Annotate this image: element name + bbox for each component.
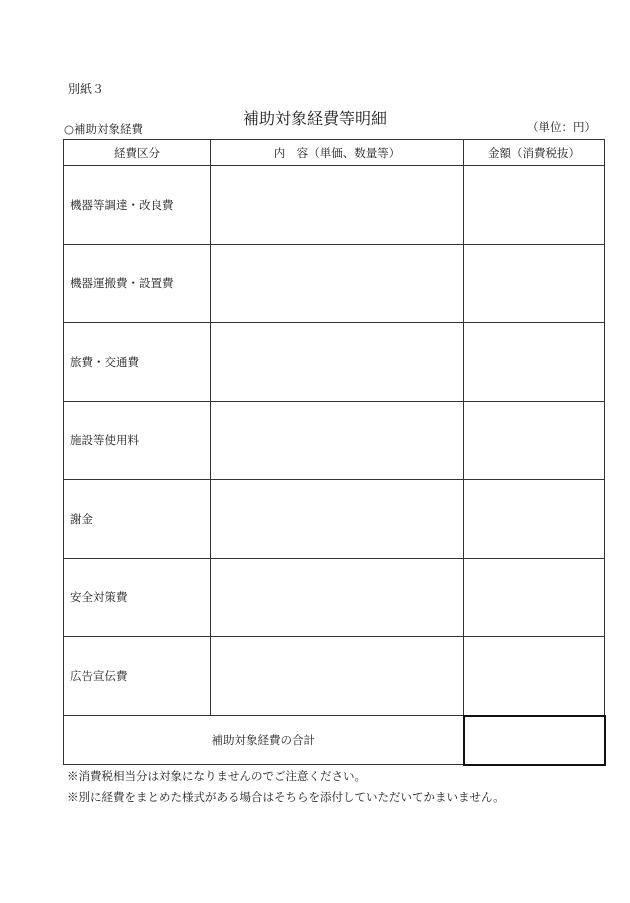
content-cell[interactable]: [211, 323, 464, 402]
table-row: [64, 558, 605, 637]
table-row: [64, 480, 605, 559]
attachment-label: 別紙３: [68, 82, 105, 96]
header-amount: 金額（消費税抜）: [464, 140, 605, 166]
amount-cell[interactable]: [464, 480, 605, 559]
content-cell[interactable]: [211, 558, 464, 637]
content-cell[interactable]: [211, 166, 464, 245]
note-attachment: ※別に経費をまとめた様式がある場合はそちらを添付していただいてかまいません。: [67, 790, 505, 804]
expense-category-cell: 機器等調達・改良費: [64, 166, 211, 245]
expense-category-cell: 広告宣伝費: [64, 637, 211, 716]
total-amount-cell[interactable]: [464, 716, 605, 765]
expense-category-cell: 施設等使用料: [64, 401, 211, 480]
expense-category-cell: 謝金: [64, 480, 211, 559]
unit-label: （単位：円）: [527, 120, 596, 134]
table-row: [64, 166, 605, 245]
expense-category-cell: 機器運搬費・設置費: [64, 244, 211, 323]
header-content: 内 容（単価、数量等）: [211, 140, 464, 166]
amount-cell[interactable]: [464, 244, 605, 323]
expense-category-cell: 旅費・交通費: [64, 323, 211, 402]
expense-table: [63, 139, 606, 766]
content-cell[interactable]: [211, 637, 464, 716]
content-cell[interactable]: [211, 480, 464, 559]
amount-cell[interactable]: [464, 558, 605, 637]
section-label: ○補助対象経費: [64, 122, 144, 136]
table-row: [64, 244, 605, 323]
table-row: [64, 323, 605, 402]
total-row: [64, 716, 605, 765]
amount-cell[interactable]: [464, 637, 605, 716]
amount-cell[interactable]: [464, 401, 605, 480]
note-consumption-tax: ※消費税相当分は対象になりませんのでご注意ください。: [67, 769, 366, 783]
content-cell[interactable]: [211, 244, 464, 323]
table-row: [64, 401, 605, 480]
amount-cell[interactable]: [464, 166, 605, 245]
table-row: [64, 637, 605, 716]
header-category: 経費区分: [64, 140, 211, 166]
total-label: 補助対象経費の合計: [64, 716, 464, 765]
table-header-row: [64, 140, 605, 166]
expense-category-cell: 安全対策費: [64, 558, 211, 637]
amount-cell[interactable]: [464, 323, 605, 402]
content-cell[interactable]: [211, 401, 464, 480]
document-title: 補助対象経費等明細: [242, 109, 387, 128]
